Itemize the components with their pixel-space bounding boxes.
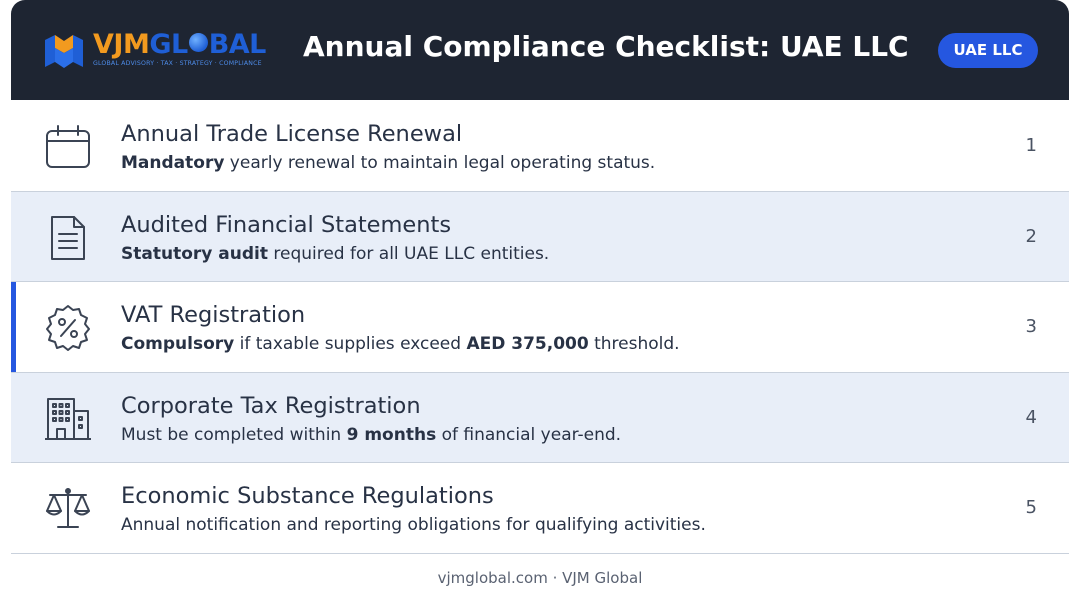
item-title: VAT Registration [121, 302, 306, 328]
vjm-global-logo [41, 30, 281, 72]
globe-icon [189, 33, 208, 52]
entity-badge: UAE LLC [938, 33, 1038, 68]
building-icon [44, 395, 92, 443]
item-description: Must be completed within 9 months of financial year-end. [121, 424, 622, 445]
item-title: Corporate Tax Registration [121, 392, 421, 419]
logo-tagline: GLOBAL ADVISORY · TAX · STRATEGY · COMPLIANCE [93, 60, 262, 67]
percent-badge-icon [44, 304, 92, 352]
header-bar [11, 0, 1069, 100]
item-description: Mandatory yearly renewal to maintain legal operating status. [121, 153, 656, 173]
item-number: 5 [1025, 497, 1037, 518]
scales-icon [44, 485, 92, 533]
item-description: Annual notification and reporting obligations for qualifying activities. [121, 515, 706, 535]
item-title: Economic Substance Regulations [121, 483, 494, 509]
checklist-item [11, 373, 1069, 464]
document-icon [44, 214, 92, 262]
item-description: Statutory audit required for all UAE LLC entities. [121, 243, 550, 264]
item-title: Annual Trade License Renewal [121, 121, 463, 147]
cube-logo-icon [41, 32, 87, 70]
page-title: Annual Compliance Checklist: UAE LLC [303, 30, 909, 63]
checklist-item [11, 463, 1069, 554]
item-number: 4 [1025, 406, 1037, 428]
item-description: Compulsory if taxable supplies exceed AED 375,000 threshold. [121, 334, 680, 354]
item-number: 1 [1025, 135, 1037, 156]
checklist-item [11, 192, 1069, 283]
checklist-item [11, 101, 1069, 192]
calendar-icon [44, 123, 92, 171]
checklist [11, 101, 1069, 554]
footer-credit: vjmglobal.com · VJM Global [437, 569, 643, 587]
checklist-item [11, 282, 1069, 373]
item-number: 3 [1025, 316, 1037, 337]
item-number: 2 [1025, 225, 1037, 247]
item-title: Audited Financial Statements [121, 211, 452, 238]
logo-wordmark: VJMGL BAL [93, 29, 266, 60]
